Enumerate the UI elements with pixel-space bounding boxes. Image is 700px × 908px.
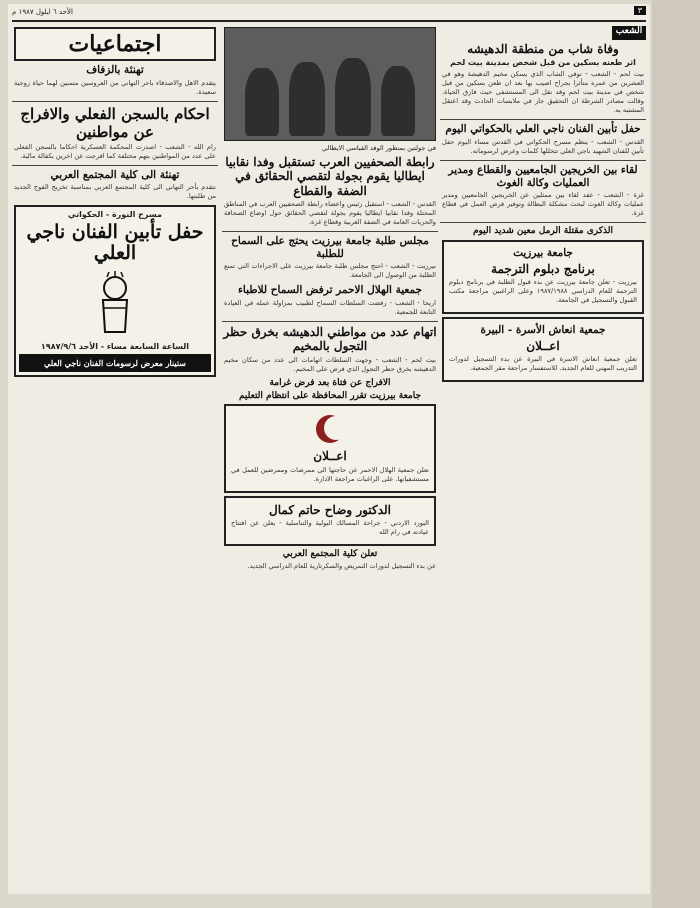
headline-council: مجلس طلبة جامعة بيرزيت يحتج على السماح للطلبة — [231, 235, 429, 260]
column-middle — [222, 24, 438, 890]
memorial-ad-time: الساعة السابعة مساء - الأحد ١٩٨٧/٩/٦ — [40, 342, 190, 352]
page-header — [12, 8, 646, 22]
newspaper-page — [8, 4, 650, 894]
divider — [12, 101, 218, 102]
divider — [222, 321, 438, 322]
divider — [222, 231, 438, 232]
newspaper-logo: الشعب — [612, 26, 646, 40]
article-trial: بيت لحم - الشعب - وجهت السلطات اتهامات الى عدد من سكان مخيم الدهيشه بخرق حظر التجول الذي فرض على المخيم. — [224, 355, 436, 373]
divider — [12, 165, 218, 166]
headline-artist: حفل تأبين الفنان ناجي العلي بالحكواتي اليوم — [445, 123, 641, 136]
article-college: عن بدء التسجيل لدورات التمريض والسكرتارية للعام الدراسي الجديد. — [247, 561, 436, 570]
crescent-ad-heading: اعــلان — [313, 449, 347, 464]
divider — [440, 119, 646, 120]
article-congrats: يتقدم الاهل والاصدقاء باحر التهاني من العروسين متمنين لهما حياة زوجية سعيدة. — [14, 78, 216, 96]
photo-figure — [289, 62, 325, 136]
page-number: ٣ — [634, 6, 646, 15]
social-banner: اجتماعيات — [68, 31, 162, 57]
column-left — [12, 24, 218, 890]
headline-trial: اتهام عدد من مواطني الدهيشه بخرق حظر التجول بالمخيم — [223, 324, 437, 354]
memorial-ad-sub: مسرح النورة - الحكواتي — [68, 210, 162, 220]
society-ad — [442, 317, 644, 382]
diploma-text: بيرزيت - تعلن جامعة بيرزيت عن بدء قبول الطلبة في برنامج دبلوم الترجمة للعام الدراسي ١٩٨٧/١٩٨٨ وعلى الراغبين مراجعة مكتب القبول والتسجيل في الجامعة. — [449, 277, 638, 304]
memorial-ad — [14, 205, 216, 377]
red-crescent-icon — [316, 415, 344, 443]
divider — [440, 222, 646, 223]
society-ad-text: تعلن جمعية انعاش الاسرة في البيرة عن بدء التسجيل لدورات التدريب المهني للعام الجديد. للاستفسار مراجعة مقر الجمعية. — [449, 354, 637, 372]
headline-journalists: رابطة الصحفيين العرب تستقبل وفدا نقابيا ايطاليا يقوم بجولة لتقصي الحقائق في الضفة والقطاع — [225, 155, 435, 198]
article-sentences: رام الله - الشعب - اصدرت المحكمة العسكرية احكاما بالسجن الفعلي على عدد من المواطنين بتهم مختلفة كما افرجت عن اخرين بكفالة مالية. — [14, 142, 216, 160]
delegation-photo — [224, 27, 436, 141]
article-journalists: القدس - الشعب - استقبل رئيس واعضاء رابطة الصحفيين العرب في المناطق المحتلة وفدا نقابيا ايطاليا يقوم بجولة لتقصي الحقائق حول اوضاع الصحافة والحريات العامة في الضفة الغربية وقطاع غزة. — [224, 200, 436, 227]
headline-meeting: لقاء بين الخريجين الجامعيين والقطاع ومدير العمليات وكالة الغوث — [448, 163, 638, 189]
photo-figure — [245, 68, 279, 136]
handala-drawing — [85, 268, 145, 338]
headline-sentences: احكام بالسجن الفعلي والافراج عن مواطنين — [20, 104, 210, 141]
binding-edge — [652, 0, 700, 908]
diploma-title: برنامج دبلوم الترجمة — [491, 261, 595, 276]
article-death: بيت لحم - الشعب - توفي الشاب الذي يسكن مخيم الدهيشة وهو في العشرين من عمره متأثرا بجراح اصيب بها بعد ان طعن بسكين من قبل شخص في مدينة بيت لحم وقد نقل الى المستشفى حيث فارق الحياة. وقالت مصادر الشرطة ان التحقيق جار في ملابسات الحادث وقد اعتقل المشتبه به. — [442, 70, 644, 115]
red-crescent-ad — [224, 404, 436, 492]
crescent-ad-text: تعلن جمعية الهلال الاحمر عن حاجتها الى ممرضات وممرضين للعمل في مستشفياتها. على الراغبات مراجعة الادارة. — [231, 465, 429, 483]
birzeit-logo-text: جامعة بيرزيت — [513, 246, 573, 259]
photo-caption: في جولتين بمنظور الوفد القياسي الايطالي — [321, 144, 436, 152]
social-banner-box — [14, 27, 216, 61]
column-right — [440, 24, 646, 890]
divider — [440, 160, 646, 161]
society-ad-heading: اعــلان — [526, 338, 560, 353]
headline-memorial: الذكرى مقتلة الرمل معين شديد اليوم — [472, 226, 614, 237]
article-meeting: غزة - الشعب - عقد لقاء بين ممثلين عن الخريجين الجامعيين ومدير عمليات وكالة الغوث لبحث مشكلة البطالة وتوفير فرص العمل في قطاع غزة. — [442, 191, 644, 218]
article-council: بيرزيت - الشعب - احتج مجلس طلبة جامعة بيرزيت على الاجراءات التي تمنع الطلبة من الوصول الى الجامعة. — [224, 262, 436, 280]
article-artist: القدس - الشعب - ينظم مسرح الحكواتي في القدس مساء اليوم حفل تأبين للفنان الشهيد ناجي العلي تتخللها كلمات وعرض لرسوماته. — [442, 137, 644, 155]
page-date: الأحد ٦ ايلول ١٩٨٧ م — [12, 8, 73, 16]
handala-icon — [85, 268, 145, 338]
birzeit-ad — [442, 240, 644, 314]
photo-figure — [335, 58, 371, 136]
headline-death: وفاة شاب من منطقة الدهيشه — [467, 42, 619, 56]
article-college-congrats: نتقدم بأحر التهاني الى كلية المجتمع العربي بمناسبة تخريج الفوج الجديد من طلبتها. — [14, 183, 216, 201]
article-villagers: اريحا - الشعب - رفضت السلطات السماح لطبيب بمزاولة عمله في العيادة التابعة للجمعية. — [224, 298, 436, 316]
headline-college-congrats: تهنئة الى كلية المجتمع العربي — [50, 168, 180, 181]
memorial-ad-footer: ستينار معرض لرسومات الفنان ناجي العلي — [19, 354, 211, 372]
society-title: جمعية انعاش الأسرة - البيرة — [480, 323, 606, 336]
photo-figure — [381, 66, 415, 136]
doctor-ad — [224, 496, 436, 546]
memorial-ad-title: حفل تأبين الفنان ناجي العلي — [26, 221, 204, 265]
headline-congrats: تهنئة بالزفاف — [86, 64, 144, 77]
doctor-name: الدكتور وضاح حاتم كمال — [269, 502, 391, 517]
headline-birzeit: جامعة بيرزيت تقرر المحافظة على انتظام التعليم — [238, 390, 422, 401]
headline-college: تعلن كلية المجتمع العربي — [282, 549, 378, 560]
doctor-details: البورد الاردني - جراحة المسالك البولية والتناسلية - يعلن عن افتتاح عيادته في رام الله — [231, 519, 429, 537]
headline-villagers: جمعية الهلال الاحمر ترفض السماح للاطباء — [237, 284, 423, 297]
subhead-death: اثر طعنه بسكين من قبل شخص بمدينة بيت لحم — [450, 58, 636, 68]
headline-house: الافراج عن فتاة بعد فرض غرامة — [269, 377, 391, 388]
